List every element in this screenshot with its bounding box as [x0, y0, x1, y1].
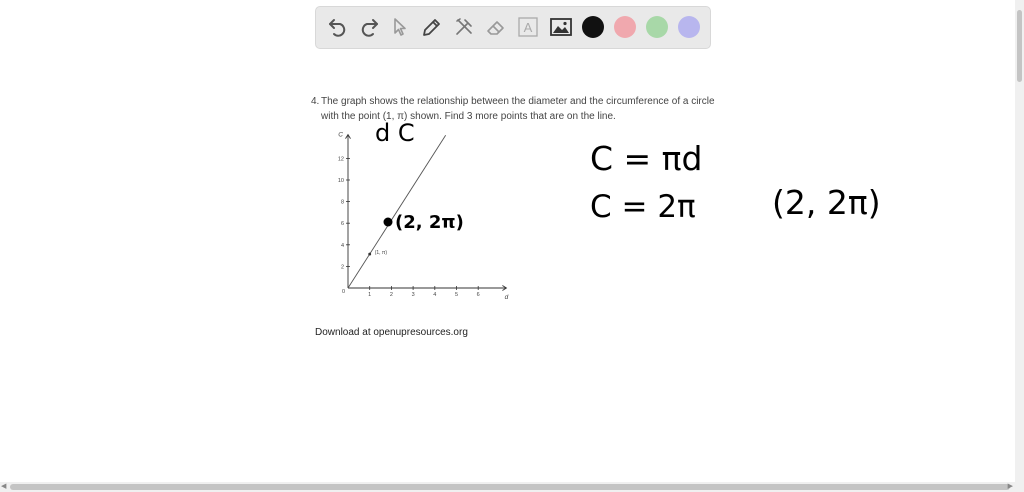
undo-icon[interactable] [326, 15, 350, 39]
drawing-toolbar [315, 6, 711, 49]
y-tick-label: 4 [340, 242, 344, 249]
x-tick-label: 4 [433, 292, 437, 298]
y-tick-label: 10 [337, 178, 344, 184]
image-icon[interactable] [549, 15, 573, 39]
y-tick-label: 6 [340, 221, 344, 228]
redo-icon[interactable] [357, 15, 381, 39]
handwritten-equation-2: C = 2π [590, 189, 696, 225]
scroll-right-icon[interactable]: ▶ [1007, 483, 1013, 490]
handwritten-equation-1: C = πd [590, 139, 703, 178]
horizontal-scroll-thumb[interactable] [10, 484, 1010, 490]
question-line-2: with the point (1, π) shown. Find 3 more points that are on the line. [321, 111, 616, 122]
vertical-scroll-thumb[interactable] [1017, 10, 1022, 82]
x-tick-label: 2 [389, 292, 393, 298]
diameter-circumference-chart [330, 125, 509, 305]
data-point-label: (1, π) [374, 250, 388, 257]
question-number: 4. [311, 96, 320, 107]
x-tick-label: 3 [411, 292, 415, 298]
handwritten-point-label: (2, 2π) [395, 212, 464, 233]
x-tick-label: 1 [368, 292, 372, 298]
color-swatch-black[interactable] [582, 16, 604, 38]
vertical-scrollbar[interactable] [1015, 0, 1024, 482]
y-tick-label: 8 [340, 199, 344, 206]
handwritten-headers: d C [375, 119, 415, 147]
handwritten-coordinate: (2, 2π) [772, 183, 881, 222]
series-line [348, 135, 446, 288]
x-axis-label: d [504, 294, 509, 301]
color-swatch-purple[interactable] [678, 16, 700, 38]
y-tick-label: 2 [340, 264, 344, 271]
pen-icon[interactable] [420, 15, 444, 39]
download-link[interactable]: Download at openupresources.org [315, 327, 468, 338]
horizontal-scrollbar[interactable] [0, 482, 1024, 492]
svg-text:A: A [523, 20, 533, 35]
x-tick-label: 5 [454, 292, 459, 298]
y-tick-label: 12 [337, 156, 344, 163]
tools-icon[interactable] [452, 15, 476, 39]
color-swatch-pink[interactable] [614, 16, 636, 38]
origin-label: 0 [341, 289, 345, 295]
x-tick-label: 6 [476, 292, 480, 298]
scroll-left-icon[interactable]: ◀ [1, 483, 7, 490]
data-point [368, 253, 371, 256]
y-axis-label: C [338, 131, 343, 139]
question-line-1: The graph shows the relationship between the diameter and the circumference of a circle [321, 96, 715, 107]
eraser-icon[interactable] [484, 15, 508, 39]
pointer-icon[interactable] [388, 15, 412, 39]
text-icon[interactable] [516, 15, 540, 39]
color-swatch-green[interactable] [646, 16, 668, 38]
